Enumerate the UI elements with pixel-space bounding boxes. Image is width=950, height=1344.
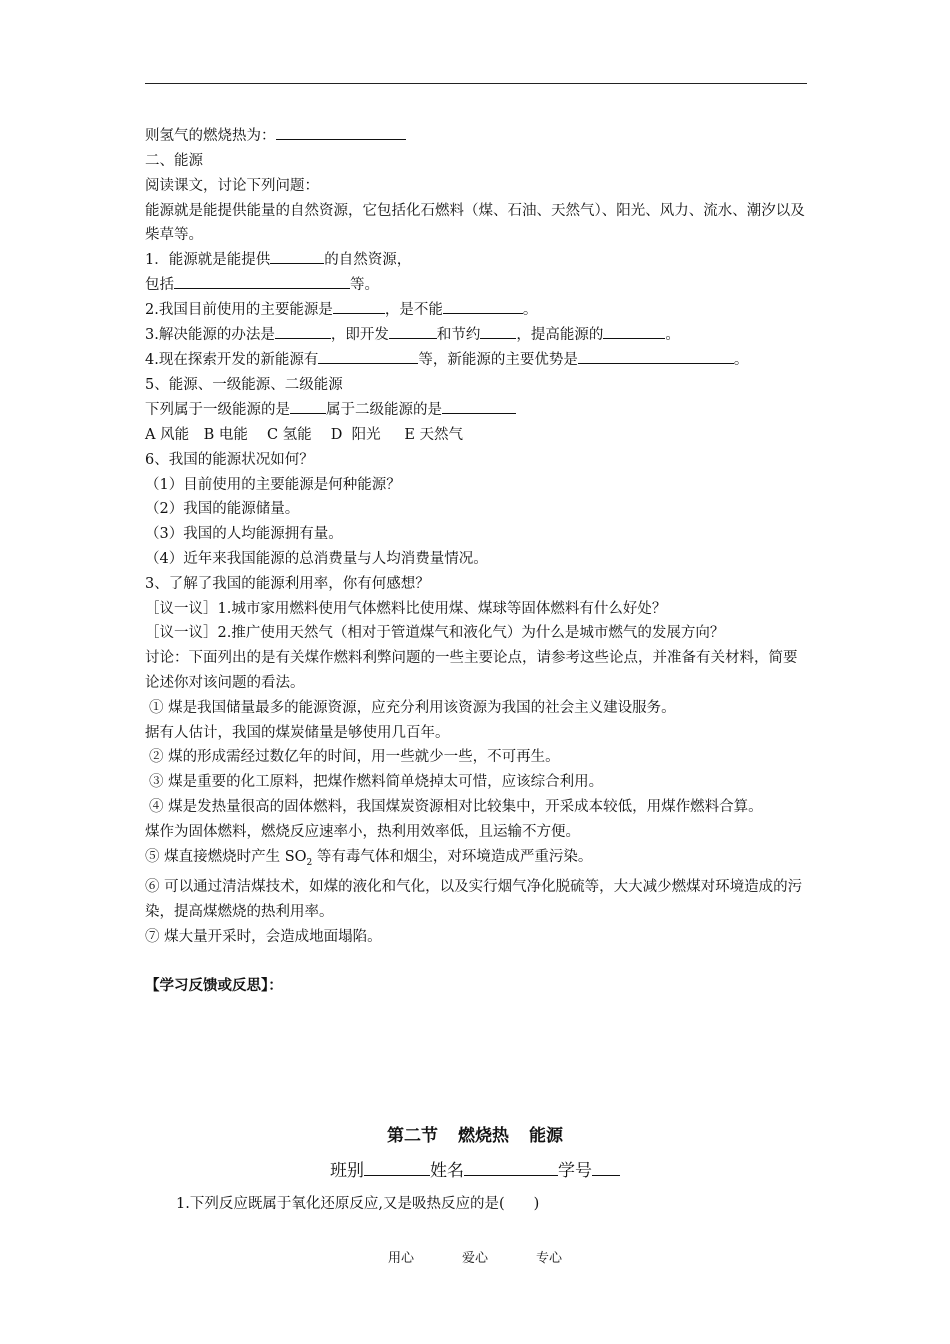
fill-blank[interactable] <box>290 398 326 414</box>
fill-blank[interactable] <box>333 298 385 314</box>
text-line: 5、能源、一级能源、二级能源 <box>145 377 343 394</box>
text-line: （4）近年来我国能源的总消费量与人均消费量情况。 <box>145 551 488 568</box>
fill-blank[interactable] <box>174 273 350 289</box>
text-line: 据有人估计，我国的煤炭储量是够使用几百年。 <box>145 724 450 741</box>
subscript: 2 <box>306 857 313 868</box>
text-line: 2.我国目前使用的主要能源是 ，是不能 。 <box>145 298 810 323</box>
text-line: ［议一议］2.推广使用天然气（相对于管道煤气和液化气）为什么是城市燃气的发展方向？ <box>145 625 725 642</box>
text-line: 6、我国的能源状况如何？ <box>145 451 314 468</box>
paragraph: 能源就是能提供能量的自然资源，它包括化石燃料（煤、石油、天然气）、阳光、风力、流水、潮汐以及柴草等。 <box>145 202 805 244</box>
text-line: 包括 等。 <box>145 273 810 298</box>
text-line: 则氢气的燃烧热为： <box>145 124 810 149</box>
text-line: （3）我国的人均能源拥有量。 <box>145 526 343 543</box>
class-field[interactable] <box>364 1157 430 1176</box>
paragraph: ④ 煤是发热量很高的固体燃料，我国煤炭资源相对比较集中，开采成本较低，用煤作燃料合算。 <box>149 799 763 816</box>
fill-blank[interactable] <box>318 348 418 364</box>
text-line: ① 煤是我国储量最多的能源资源，应充分利用该资源为我国的社会主义建设服务。 <box>149 699 676 716</box>
student-id-field[interactable] <box>592 1157 620 1176</box>
fill-blank[interactable] <box>480 323 516 339</box>
fill-blank[interactable] <box>276 124 406 140</box>
text-line: ③ 煤是重要的化工原料，把煤作燃料简单烧掉太可惜，应该综合利用。 <box>149 774 604 791</box>
text-line: ⑦ 煤大量开采时，会造成地面塌陷。 <box>145 928 382 945</box>
text-line: ② 煤的形成需经过数亿年的时间，用一些就少一些，不可再生。 <box>149 749 560 766</box>
header-rule <box>145 83 807 84</box>
page-footer: 用心 爱心 专心 <box>387 1251 563 1266</box>
text-line: ⑤ 煤直接燃烧时产生 $SO_2$ 等有毒气体和烟尘，对环境造成严重污染。 <box>145 848 593 868</box>
text-line: 3、了解了我国的能源利用率，你有何感想？ <box>145 575 430 592</box>
text-line: 阅读课文，讨论下列问题： <box>145 177 319 194</box>
text-line: 下列属于一级能源的是 属于二级能源的是 <box>145 398 810 423</box>
text-line: 煤作为固体燃料，燃烧反应速率小，热利用效率低，且运输不方便。 <box>145 823 580 840</box>
name-field[interactable] <box>464 1157 558 1176</box>
text-line: （2）我国的能源储量。 <box>145 501 300 518</box>
fill-blank[interactable] <box>389 323 437 339</box>
student-info-line: 班别 姓名 学号 <box>0 1156 950 1181</box>
text-line: 1．能源就是能提供 的自然资源， <box>145 248 810 273</box>
fill-blank[interactable] <box>578 348 734 364</box>
section-title: 第二节 燃烧热 能源 <box>387 1126 563 1146</box>
fill-blank[interactable] <box>603 323 665 339</box>
paragraph: 讨论：下面列出的是有关煤作燃料利弊问题的一些主要论点，请参考这些论点，并准备有关材料，简要论述你对该问题的看法。 <box>145 650 798 692</box>
reflection-heading: 【学习反馈或反思】： <box>145 977 283 994</box>
fill-blank[interactable] <box>275 323 331 339</box>
fill-blank[interactable] <box>443 298 523 314</box>
fill-blank[interactable] <box>270 248 324 264</box>
choice-options: A 风能 B 电能 C 氢能 D 阳光 E 天然气 <box>145 427 464 444</box>
fill-blank[interactable] <box>442 398 516 414</box>
paragraph: ⑥ 可以通过清洁煤技术，如煤的液化和气化，以及实行烟气净化脱硫等，大大减少燃煤对环境造成的污染，提高煤燃烧的热利用率。 <box>145 879 803 921</box>
text-line: ［议一议］1.城市家用燃料使用气体燃料比使用煤、煤球等固体燃料有什么好处？ <box>145 600 667 617</box>
text-line: 4.现在探索开发的新能源有 等，新能源的主要优势是 。 <box>145 348 810 373</box>
text-line: （1）目前使用的主要能源是何种能源？ <box>145 476 401 493</box>
section-heading: 二、能源 <box>145 153 203 170</box>
question-1: 1.下列反应既属于氧化还原反应,又是吸热反应的是( ) <box>176 1196 540 1212</box>
text-line: 3.解决能源的办法是 ，即开发 和节约 ，提高能源的 。 <box>145 323 810 348</box>
document-body <box>145 124 810 999</box>
